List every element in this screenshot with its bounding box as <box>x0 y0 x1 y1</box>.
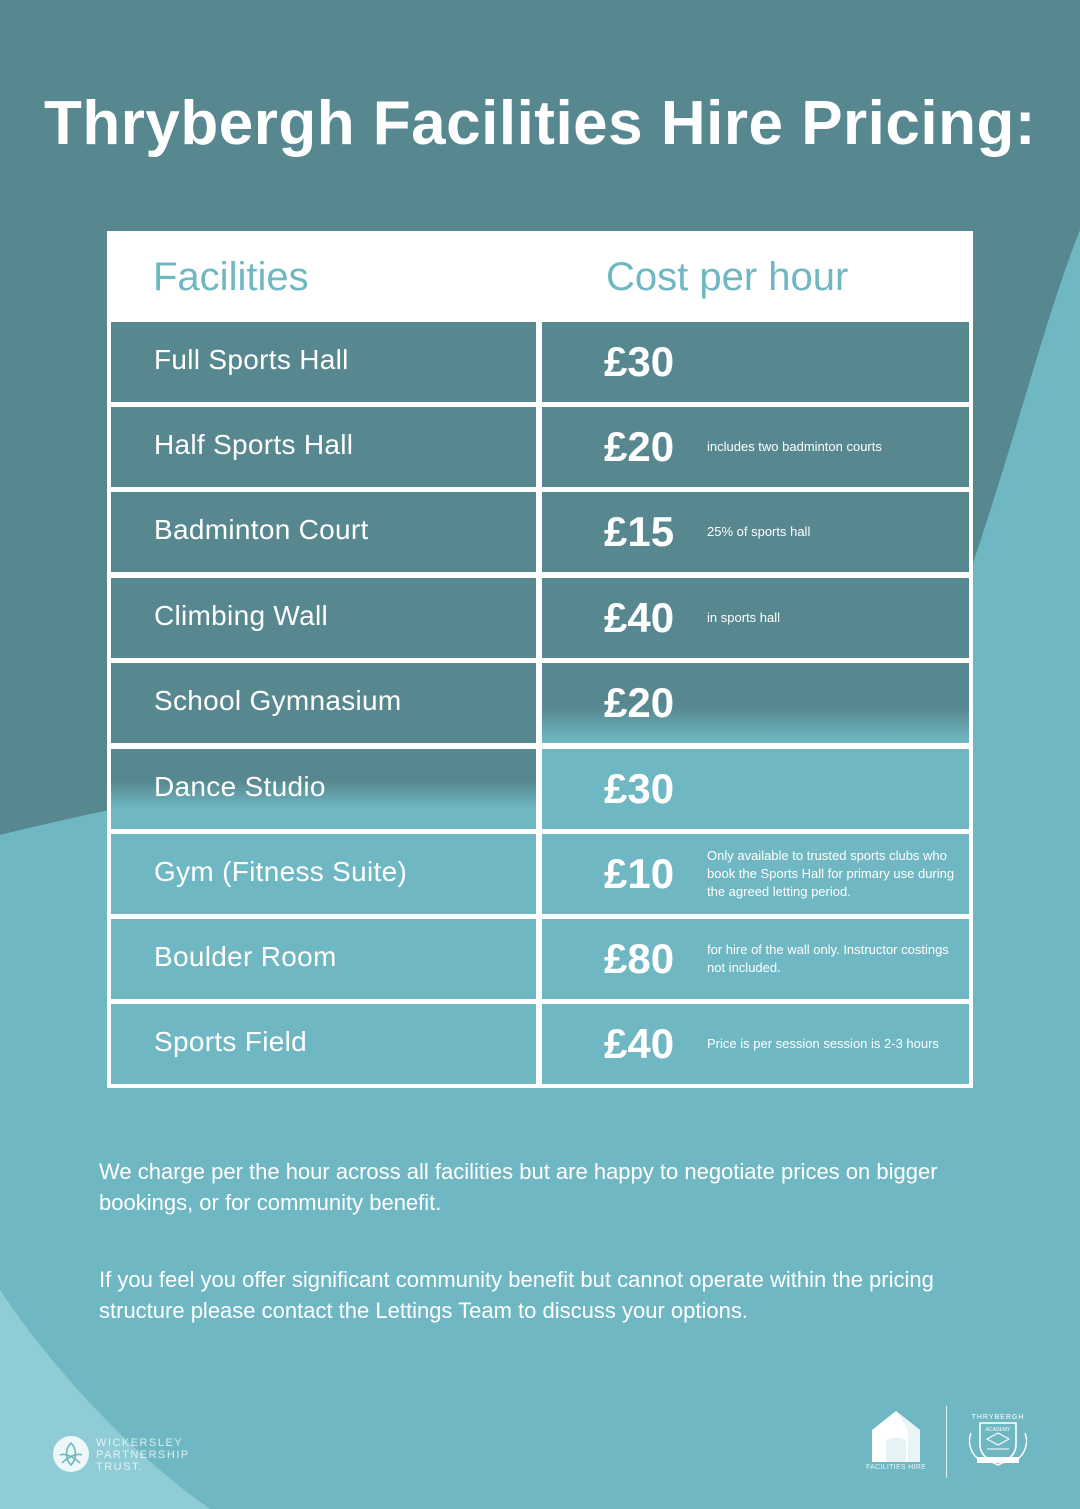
table-row <box>111 919 969 999</box>
price-note: includes two badminton courts <box>707 439 882 454</box>
price-cell <box>542 749 969 829</box>
price-cell <box>542 322 969 402</box>
price-value: £80 <box>604 935 675 982</box>
facility-cell <box>111 407 536 487</box>
thrybergh-academy-crest <box>963 1409 1033 1471</box>
trust-logo-line: PARTNERSHIP <box>96 1449 190 1461</box>
pricing-note-paragraph: We charge per the hour across all facilities but are happy to negotiate prices on bigger bookings, or for community benefit. <box>99 1159 938 1215</box>
price-note: for hire of the wall only. Instructor costings not included. <box>707 942 949 975</box>
trust-logo-line: TRUST. <box>96 1461 144 1473</box>
price-note: 25% of sports hall <box>707 524 811 539</box>
facility-cell <box>111 919 536 999</box>
table-row <box>111 578 969 658</box>
table-row <box>111 749 969 829</box>
wickersley-partnership-trust-logo <box>96 1437 190 1473</box>
facility-cell <box>111 834 536 914</box>
price-cell <box>542 407 969 487</box>
price-value: £15 <box>604 508 675 555</box>
price-value: £20 <box>604 679 675 726</box>
facility-cell <box>111 663 536 743</box>
facility-name: School Gymnasium <box>154 685 402 716</box>
facility-name: Sports Field <box>154 1026 307 1057</box>
table-row <box>111 492 969 572</box>
facility-name: Boulder Room <box>154 941 337 972</box>
facility-cell <box>111 492 536 572</box>
price-note: Only available to trusted sports clubs who book the Sports Hall for primary use during the agreed letting period. <box>707 848 955 899</box>
price-note: Price is per session session is 2-3 hours <box>707 1036 939 1051</box>
logo-divider <box>946 1406 947 1478</box>
facility-cell <box>111 749 536 829</box>
price-cell <box>542 663 969 743</box>
community-benefit-paragraph: If you feel you offer significant community benefit but cannot operate within the pricing structure please contact the Lettings Team to discuss your options. <box>99 1267 934 1323</box>
price-cell <box>542 492 969 572</box>
price-value: £40 <box>604 594 675 641</box>
price-value: £20 <box>604 423 675 470</box>
facility-cell <box>111 1004 536 1084</box>
table-row <box>111 407 969 487</box>
trust-logo-line: WICKERSLEY <box>96 1437 184 1449</box>
facility-name: Badminton Court <box>154 514 369 545</box>
table-row <box>111 834 969 914</box>
facilities-column-header: Facilities <box>153 255 309 299</box>
cost-column-header: Cost per hour <box>606 255 849 299</box>
facility-name: Dance Studio <box>154 771 326 802</box>
page-title: Thrybergh Facilities Hire Pricing: <box>43 89 1037 158</box>
pricing-table <box>107 231 973 1088</box>
table-row <box>111 322 969 402</box>
academy-crest-name: THRYBERGH <box>971 1414 1025 1421</box>
wickersley-leaf-icon <box>52 1435 90 1473</box>
price-value: £10 <box>604 850 675 897</box>
table-row <box>111 1004 969 1084</box>
price-note: in sports hall <box>707 610 780 625</box>
facility-name: Gym (Fitness Suite) <box>154 856 408 887</box>
academy-crest-subtitle: ACADEMY <box>985 1427 1011 1433</box>
price-value: £40 <box>604 1020 675 1067</box>
facility-cell <box>111 322 536 402</box>
facility-name: Full Sports Hall <box>154 344 349 375</box>
table-header <box>107 231 973 321</box>
price-cell <box>542 1004 969 1084</box>
facility-name: Climbing Wall <box>154 600 329 631</box>
price-value: £30 <box>604 338 675 385</box>
table-row <box>111 663 969 743</box>
price-cell <box>542 578 969 658</box>
facility-name: Half Sports Hall <box>154 429 354 460</box>
facility-cell <box>111 578 536 658</box>
price-cell <box>542 834 969 914</box>
price-cell <box>542 919 969 999</box>
facilities-hire-label: FACILITIES HIRE <box>865 1464 927 1471</box>
facilities-hire-house-icon <box>868 1408 924 1464</box>
price-value: £30 <box>604 765 675 812</box>
